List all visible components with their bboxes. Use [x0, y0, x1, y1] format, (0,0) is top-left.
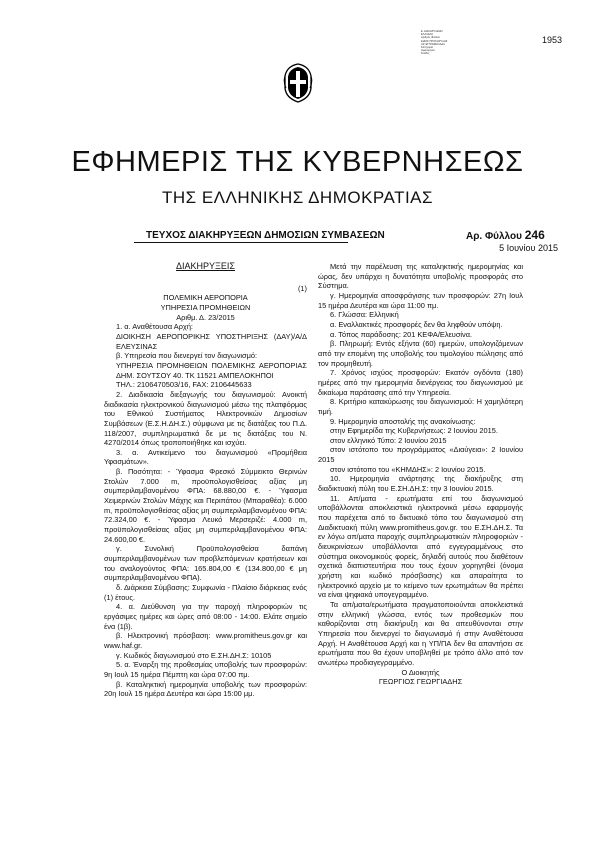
- paragraph: Αριθμ. Δ. 23/2015: [176, 312, 235, 322]
- paragraph: ΓΕΩΡΓΙΟΣ ΓΕΩΡΓΙΑΔΗΣ: [378, 677, 463, 687]
- stamp-line: ΕΛΛΑΔΑΣ: [421, 33, 433, 37]
- paragraph: γ. Κωδικός διαγωνισμού στο Ε.ΣΗ.ΔΗ.Σ: 10105: [116, 650, 272, 660]
- paragraph: 11. Απ/ματα - ερωτήματα επί του διαγωνισμού υποβάλλονται αποκλειστικά ηλεκτρονικά μέσω εφαρμογής που παρέχεται από το δικτυακό τόπο του διαγωνισμού στη Διαδικτυακή πύλη www.promitheus.gov.gr. του Ε.ΣΗ.ΔΗ.Σ. Τα εν λόγω απ/ματα παροχής συμπληρωματικών πληροφοριών - διευκρινίσεων υποβάλλονται από εγγεγραμμένους στο σύστημα οικονομικούς φορείς, δηλαδή αυτούς που διαθέτουν σχετικά διαπιστευτήρια που τους έχουν χορηγηθεί (όνομα χρήστη και κωδικό πρόσβασης) και απαραίτητα το ηλεκτρονικό αρχείο με το κείμενο των ερωτημάτων θα πρέπει να είναι ψηφιακά υπογεγραμμένο.: [318, 493, 523, 600]
- paragraph: 1. α. Αναθέτουσα Αρχή:: [116, 322, 193, 332]
- gazette-title: ΕΦΗΜΕΡΙΣ ΤΗΣ ΚΥΒΕΡΝΗΣΕΩΣ: [71, 146, 524, 178]
- paragraph: Τα απ/ματα/ερωτήματα πραγματοποιούνται αποκλειστικά στην ελληνική γλώσσα, εντός των προθεσμιών που καθορίζονται στη διακήρυξη και θα απευθύνονται στην Υπηρεσία που διενεργεί το διαγωνισμό ή στην Αναθέτουσα Αρχή. Η Αναθέτουσα Αρχή και η ΥΠ/ΠΑ δεν θα απαντήσει σε ερωτήματα που θα έχουν υποβληθεί με τρόπο άλλο από τον ανωτέρω προδιαγεγραμμένο.: [318, 599, 523, 667]
- paragraph: β. Ποσότητα: - Ύφασμα Φρεσκό Σύμμεικτο Θερινών Στολών 7.000 m, προϋπολογισθείσας αξίας μη συμπεριλαμβανομένου ΦΠΑ: 68.880,00 €. - Ύφασμα Χειμερινών Στολών Μάχης και Περιπάτου (Μπαραθέα): 6.000 m, προϋπολογισθείσας αξίας μη συμπεριλαμβανομένου ΦΠΑ: 72.324,00 €. - Ύφασμα Λευκό Μερσεριζέ: 4.000 m, προϋπολογισθείσας αξίας μη συμπεριλαμβανομένου ΦΠΑ: 24.600,00 €.: [104, 467, 307, 544]
- paragraph: 9. Ημερομηνία αποστολής της ανακοίνωσης:: [330, 416, 476, 426]
- paragraph: γ. Συνολική Προϋπολογισθείσα δαπάνη συμπεριλαμβανομένων των προβλεπόμενων κρατήσεων και του αναλογούντος ΦΠΑ: 165.804,00 € (134.800,00 € μη συμπεριλαμβανομένου ΦΠΑ).: [104, 544, 307, 583]
- paragraph: στον ιστότοπο του προγράμματος «Διαύγεια»: 2 Ιουνίου 2015: [318, 445, 523, 465]
- paragraph: Ο Διοικητής: [401, 667, 440, 677]
- section-title: ΔΙΑΚΗΡΥΞΕΙΣ: [176, 261, 235, 271]
- issue-date: 5 Ιουνίου 2015: [499, 243, 558, 253]
- paragraph: 10. Ημερομηνία ανάρτησης της διακήρυξης στη διαδικτυακή πύλη του Ε.ΣΗ.ΔΗ.Σ: την 3 Ιουνίου 2015.: [318, 474, 523, 494]
- paragraph: 3. α. Αντικείμενο του διαγωνισμού «Προμήθεια Υφασμάτων».: [104, 447, 307, 467]
- paragraph: α. Τόπος παράδοσης: 201 ΚΕΦΑ/Ελευσίνα.: [330, 329, 473, 339]
- paragraph: στην Εφημερίδα της Κυβερνήσεως: 2 Ιουνίου 2015.: [330, 426, 498, 436]
- greek-coat-of-arms-icon: [283, 62, 313, 104]
- stamp-line: Ε. ΔΙΑΚΗΡΥΞΕΩΝ: [421, 30, 443, 33]
- stamp-line: ΑΡ. ΕΓΓΡΑΦΗΣ/ΑΔΑ: [421, 42, 445, 46]
- paragraph: 8. Κριτήριο κατακύρωσης του διαγωνισμού: Η χαμηλότερη τιμή.: [318, 397, 523, 416]
- paragraph: ΔΙΟΙΚΗΣΗ ΑΕΡΟΠΟΡΙΚΗΣ ΥΠΟΣΤΗΡΙΞΗΣ (ΔΑΥ)/Α/Δ ΕΛΕΥΣΙΝΑΣ: [116, 331, 307, 351]
- paragraph: 5. α. Έναρξη της προθεσμίας υποβολής των προσφορών: 9η Ιουλ 15 ημέρα Πέμπτη και ώρα 07:00 πμ.: [104, 660, 307, 679]
- paragraph: στον ελληνικό Τύπο: 2 Ιουνίου 2015: [330, 435, 447, 445]
- paragraph: ΠΟΛΕΜΙΚΗ ΑΕΡΟΠΟΡΙΑ: [163, 293, 248, 303]
- registration-stamp: [421, 30, 467, 56]
- right-column: [318, 262, 523, 687]
- stamp-line: Κατηγορία: [421, 46, 433, 50]
- paragraph: ΥΠΗΡΕΣΙΑ ΠΡΟΜΗΘΕΙΩΝ: [160, 302, 251, 312]
- paragraph: 4. α. Διεύθυνση για την παροχή πληροφοριών τις εργάσιμες ημέρες και ώρες από 08:00 - 14:00. Ελάτε σημείο ένα (1β).: [104, 602, 307, 631]
- paragraph: στον ιστότοπο του «ΚΗΜΔΗΣ»: 2 Ιουνίου 2015.: [330, 464, 486, 474]
- paragraph: β. Πληρωμή: Εντός εξήντα (60) ημερών, υπολογιζόμενων από την επομένη της υποβολής του τιμολογίου πώλησης από τον προμηθευτή.: [318, 339, 523, 368]
- paragraph: δ. Διάρκεια Σύμβασης: Συμφωνία - Πλαίσιο διάρκειας ενός (1) έτους.: [104, 583, 307, 602]
- paragraph: 7. Χρόνος ισχύος προσφορών: Εκατόν ογδόντα (180) ημέρες από την ημερομηνία διενέργειας του διαγωνισμού με δικαίωμα παράτασης από την Υπηρεσία.: [318, 368, 523, 397]
- issue-number-block: [466, 228, 545, 242]
- stamp-line: Σελίδες: [421, 52, 430, 56]
- paragraph: α. Εναλλακτικές προσφορές δεν θα ληφθούν υπόψη.: [330, 319, 503, 329]
- page-number: 1953: [541, 35, 562, 45]
- paragraph: (1): [297, 283, 307, 293]
- issue-type: ΤΕΥΧΟΣ ΔΙΑΚΗΡΥΞΕΩΝ ΔΗΜΟΣΙΩΝ ΣΥΜΒΑΣΕΩΝ: [146, 230, 385, 241]
- paragraph: β. Υπηρεσία που διενεργεί τον διαγωνισμό:: [116, 351, 258, 361]
- paragraph: ΥΠΗΡΕΣΙΑ ΠΡΟΜΗΘΕΙΩΝ ΠΟΛΕΜΙΚΗΣ ΑΕΡΟΠΟΡΙΑΣ ΔΗΜ. ΣΟΥΤΣΟΥ 40. ΤΚ 11521 ΑΜΠΕΛΟΚΗΠΟΙ: [116, 360, 307, 380]
- paragraph: γ. Ημερομηνία αποσφράγισης των προσφορών: 27η Ιουλ 15 ημέρα Δευτέρα και ώρα 11:00 πμ.: [318, 290, 523, 310]
- issue-number: 246: [524, 228, 545, 242]
- gazette-subtitle: ΤΗΣ ΕΛΛΗΝΙΚΗΣ ΔΗΜΟΚΡΑΤΙΑΣ: [161, 188, 434, 207]
- left-column: [104, 262, 307, 699]
- issue-number-label: Αρ. Φύλλου: [466, 231, 522, 242]
- paragraph: 2. Διαδικασία διεξαγωγής του διαγωνισμού: Ανοικτή διαδικασία ηλεκτρονικού διαγωνισμού μέσω της πλατφόρμας του Εθνικού Συστήματος Ηλεκτρονικών Δημοσίων Συμβάσεων (Ε.Σ.Η.ΔΗ.Σ.) σύμφωνα με τις διατάξεις του Π.Δ. 118/2007, συμπληρωματικά δε με τις διατάξεις του Ν. 4270/2014 όπως τροποποιήθηκε και ισχύει.: [104, 389, 307, 448]
- paragraph: β. Καταληκτική ημερομηνία υποβολής των προσφορών: 20η Ιουλ 15 ημέρα Δευτέρα και ώρα 15:00 μμ.: [104, 679, 307, 699]
- paragraph: 6. Γλώσσα: Ελληνική: [330, 310, 399, 320]
- stamp-line: ΕΙΔΟΣ ΠΡΟΚΗΡΥΞΗΣ: [421, 39, 448, 43]
- paragraph: ΤΗΛ.: 2106470503/16, FAX: 2106445633: [116, 380, 252, 390]
- stamp-line: Αριθμός Φύλλου: [421, 36, 441, 40]
- paragraph: Μετά την παρέλευση της καταληκτικής ημερομηνίας και ώρας, δεν υπάρχει η δυνατότητα υποβολής προσφοράς στο Σύστημα.: [318, 262, 523, 291]
- issue-type-underline: [134, 242, 348, 243]
- stamp-line: Ημερομηνία: [421, 49, 435, 53]
- paragraph: β. Ηλεκτρονική πρόσβαση: www.promitheus.gov.gr και www.haf.gr.: [104, 631, 307, 650]
